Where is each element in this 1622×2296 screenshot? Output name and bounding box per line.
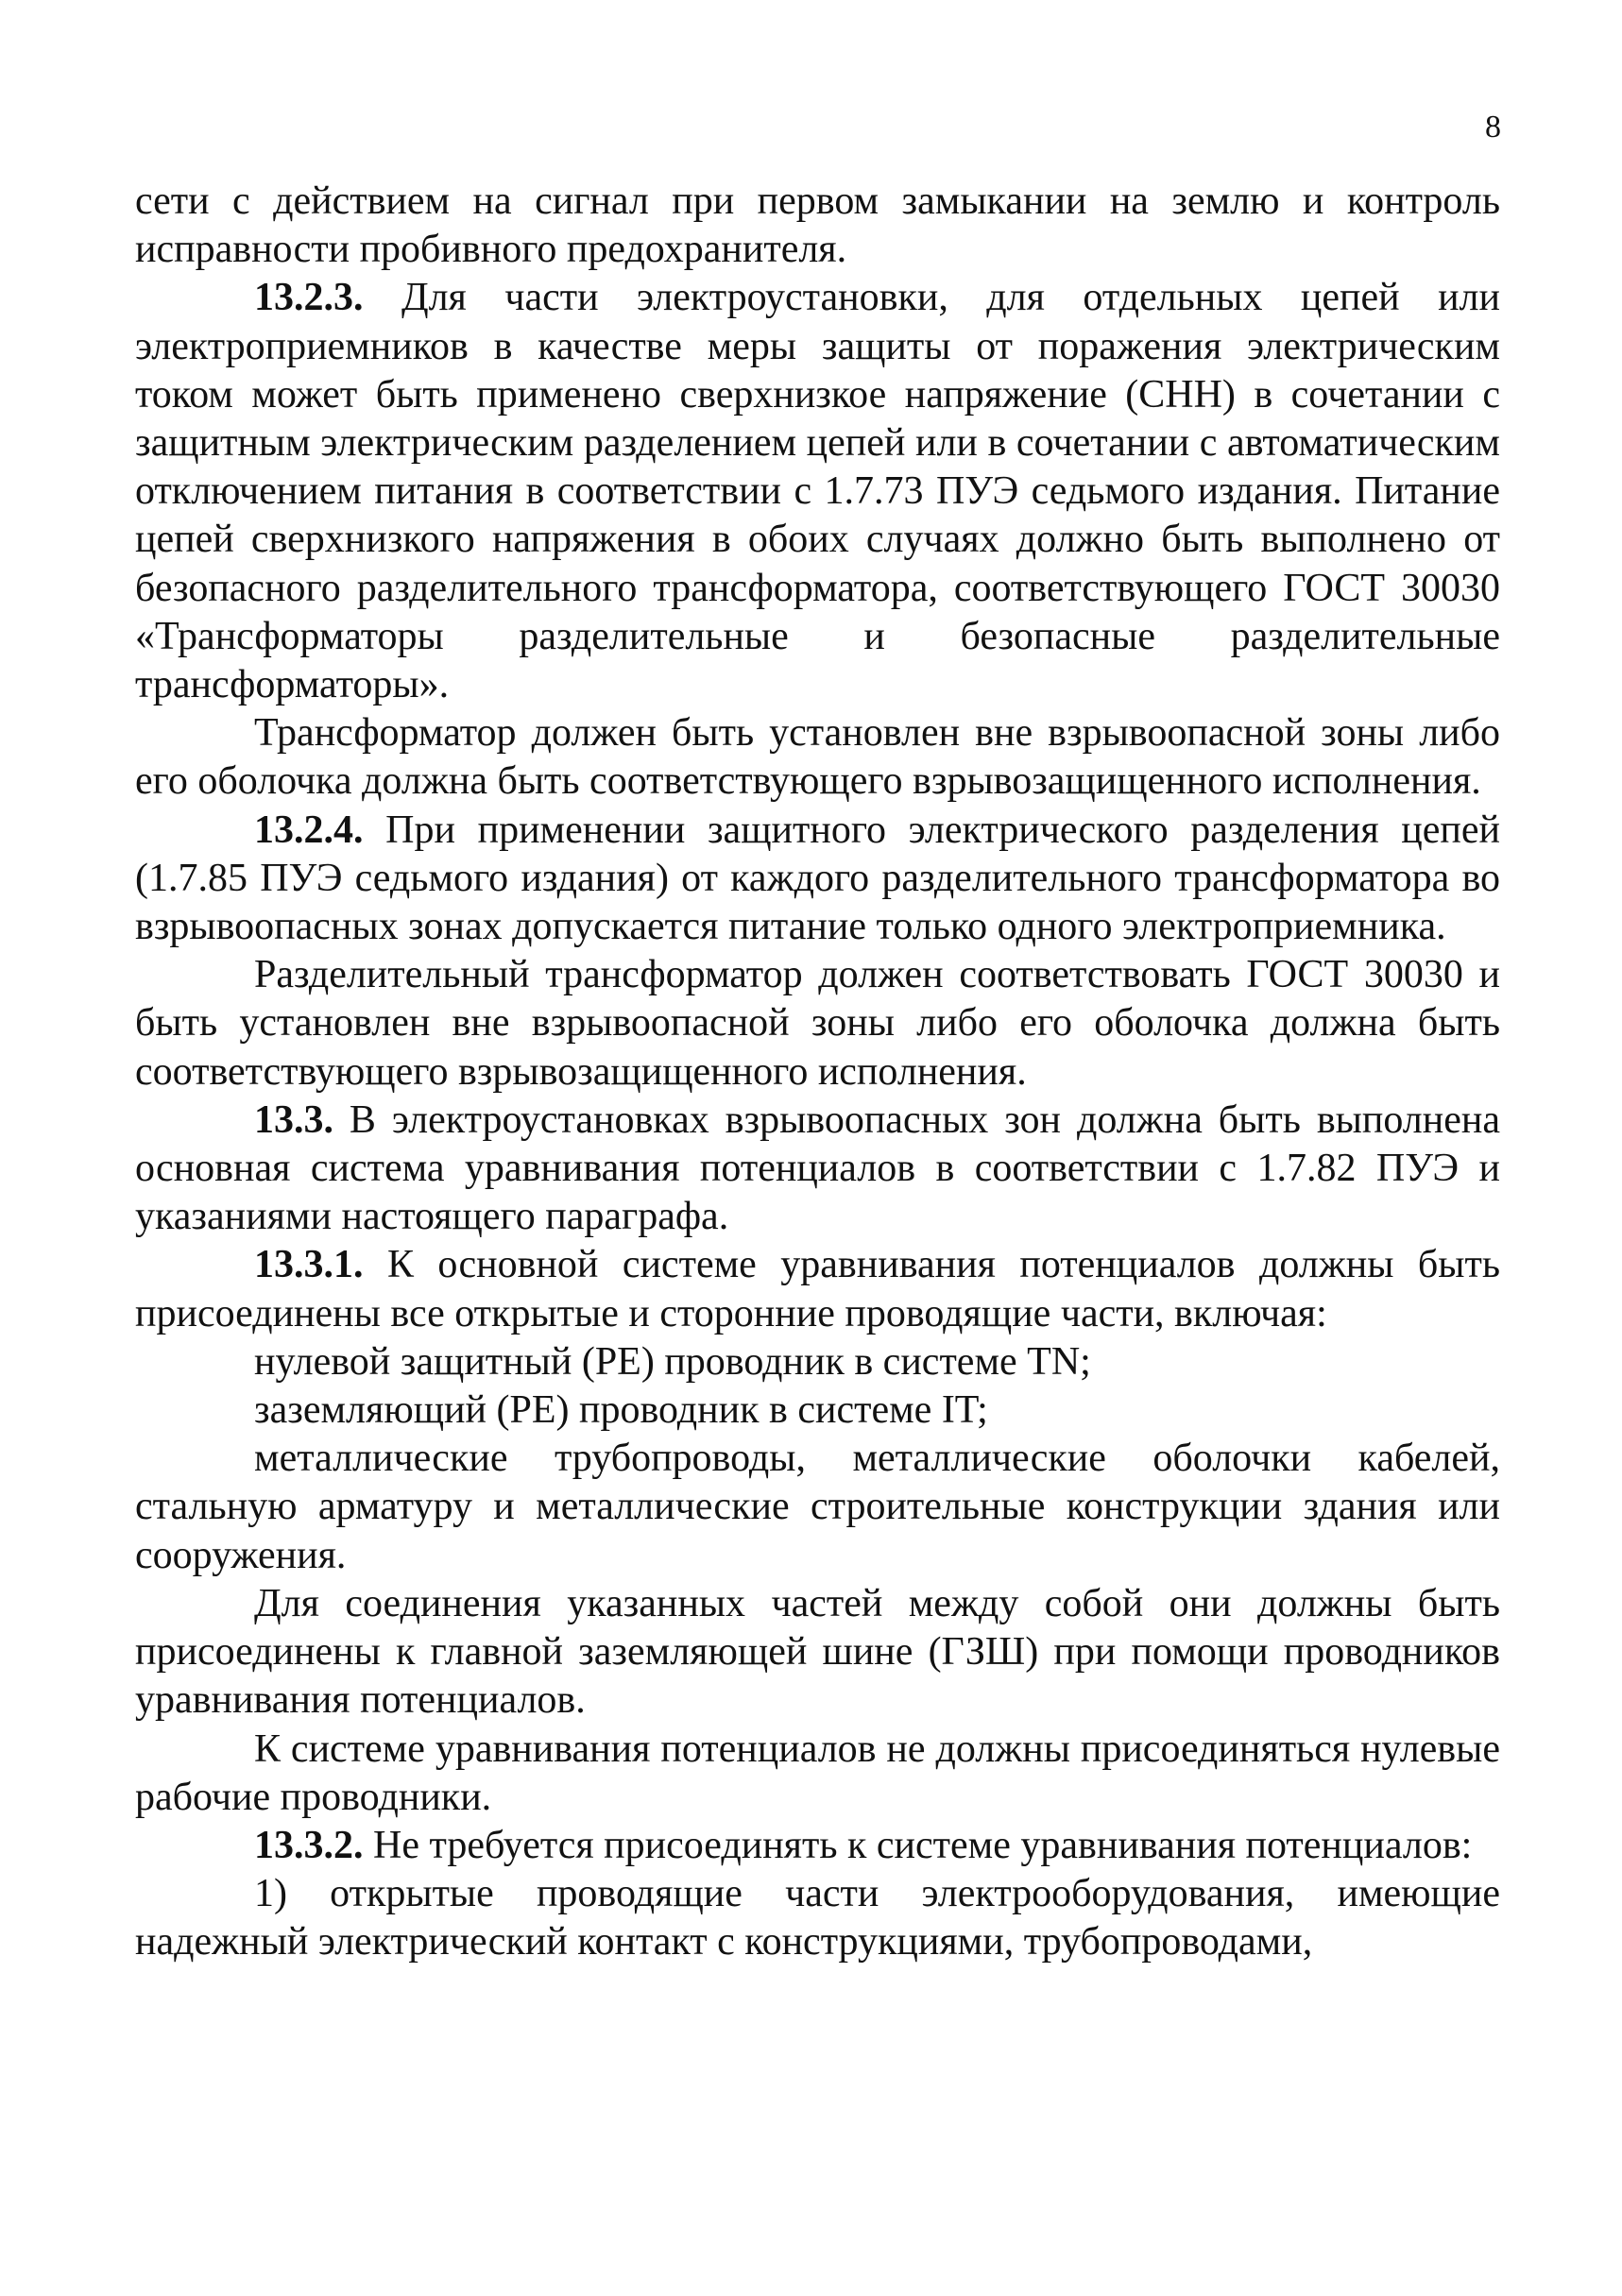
- paragraph-text: сети с действием на сигнал при первом замыкании на землю и контроль исправности пробивного предохранителя.: [135, 179, 1500, 272]
- paragraph-text: 1) открытые проводящие части электрооборудования, имеющие надежный электрический контакт с конструкциями, трубопроводами,: [135, 1872, 1500, 1964]
- list-item-it: [135, 1386, 1500, 1435]
- paragraph-text: В электроустановках взрывоопасных зон должна быть выполнена основная система уравнивания потенциалов в соответствии с 1.7.82 ПУЭ и указаниями настоящего параграфа.: [135, 1097, 1500, 1239]
- paragraph-text: К основной системе уравнивания потенциалов должны быть присоединены все открытые и сторонние проводящие части, включая:: [135, 1243, 1500, 1335]
- paragraph-13-2-4: [135, 807, 1500, 952]
- list-item-1: [135, 1870, 1500, 1966]
- paragraph-gzsh: [135, 1580, 1500, 1726]
- paragraph-1: [135, 178, 1500, 274]
- paragraph-13-3-2: [135, 1822, 1500, 1870]
- paragraph-transformer: [135, 709, 1500, 806]
- paragraph-13-3-1: [135, 1241, 1500, 1337]
- paragraph-text: К системе уравнивания потенциалов не должны присоединяться нулевые рабочие проводники.: [135, 1726, 1500, 1819]
- paragraph-text: заземляющий (РЕ) проводник в системе IT;: [254, 1388, 988, 1433]
- section-number: 13.2.3.: [254, 276, 364, 320]
- paragraph-text: нулевой защитный (РЕ) проводник в системе TN;: [254, 1339, 1091, 1384]
- paragraph-text: металлические трубопроводы, металлические оболочки кабелей, стальную арматуру и металлические строительные конструкции здания или сооружения.: [135, 1437, 1500, 1577]
- list-item-metal-parts: [135, 1435, 1500, 1580]
- paragraph-neutral-conductors: [135, 1726, 1500, 1822]
- paragraph-13-2-3: [135, 274, 1500, 709]
- section-number: 13.2.4.: [254, 808, 364, 852]
- section-number: 13.3.2.: [254, 1823, 364, 1867]
- page-number: 8: [1485, 110, 1501, 145]
- paragraph-text: Трансформатор должен быть установлен вне взрывоопасной зоны либо его оболочка должна быть соответствующего взрывозащищенного исполнения.: [135, 711, 1500, 804]
- paragraph-text: Для соединения указанных частей между собой они должны быть присоединены к главной заземляющей шине (ГЗШ) при помощи проводников уравнивания потенциалов.: [135, 1581, 1500, 1723]
- paragraph-text: При применении защитного электрического разделения цепей (1.7.85 ПУЭ седьмого издания) от каждого разделительного трансформатора во взрывоопасных зонах допускается питание только одного электроприемника.: [135, 808, 1500, 949]
- section-number: 13.3.1.: [254, 1243, 364, 1287]
- document-body: [135, 178, 1500, 1967]
- paragraph-text: Для части электроустановки, для отдельных цепей или электроприемников в качестве меры защиты от поражения электрическим током может быть применено сверхнизкое напряжение (СНН) в сочетании с защитным электрическим разделением цепей или в сочетании с автоматическим отключением питания в соответствии с 1.7.73 ПУЭ седьмого издания. Питание цепей сверхнизкого напряжения в обоих случаях должно быть выполнено от безопасного разделительного трансформатора, соответствующего ГОСТ 30030 «Трансформаторы разделительные и безопасные разделительные трансформаторы».: [135, 276, 1500, 707]
- list-item-tn: [135, 1338, 1500, 1386]
- section-number: 13.3.: [254, 1097, 333, 1142]
- paragraph-text: Разделительный трансформатор должен соответствовать ГОСТ 30030 и быть установлен вне взрывоопасной зоны либо его оболочка должна быть соответствующего взрывозащищенного исполнения.: [135, 953, 1500, 1094]
- paragraph-text: Не требуется присоединять к системе уравнивания потенциалов:: [363, 1823, 1473, 1867]
- paragraph-13-3: [135, 1097, 1500, 1242]
- paragraph-separating-transformer: [135, 951, 1500, 1097]
